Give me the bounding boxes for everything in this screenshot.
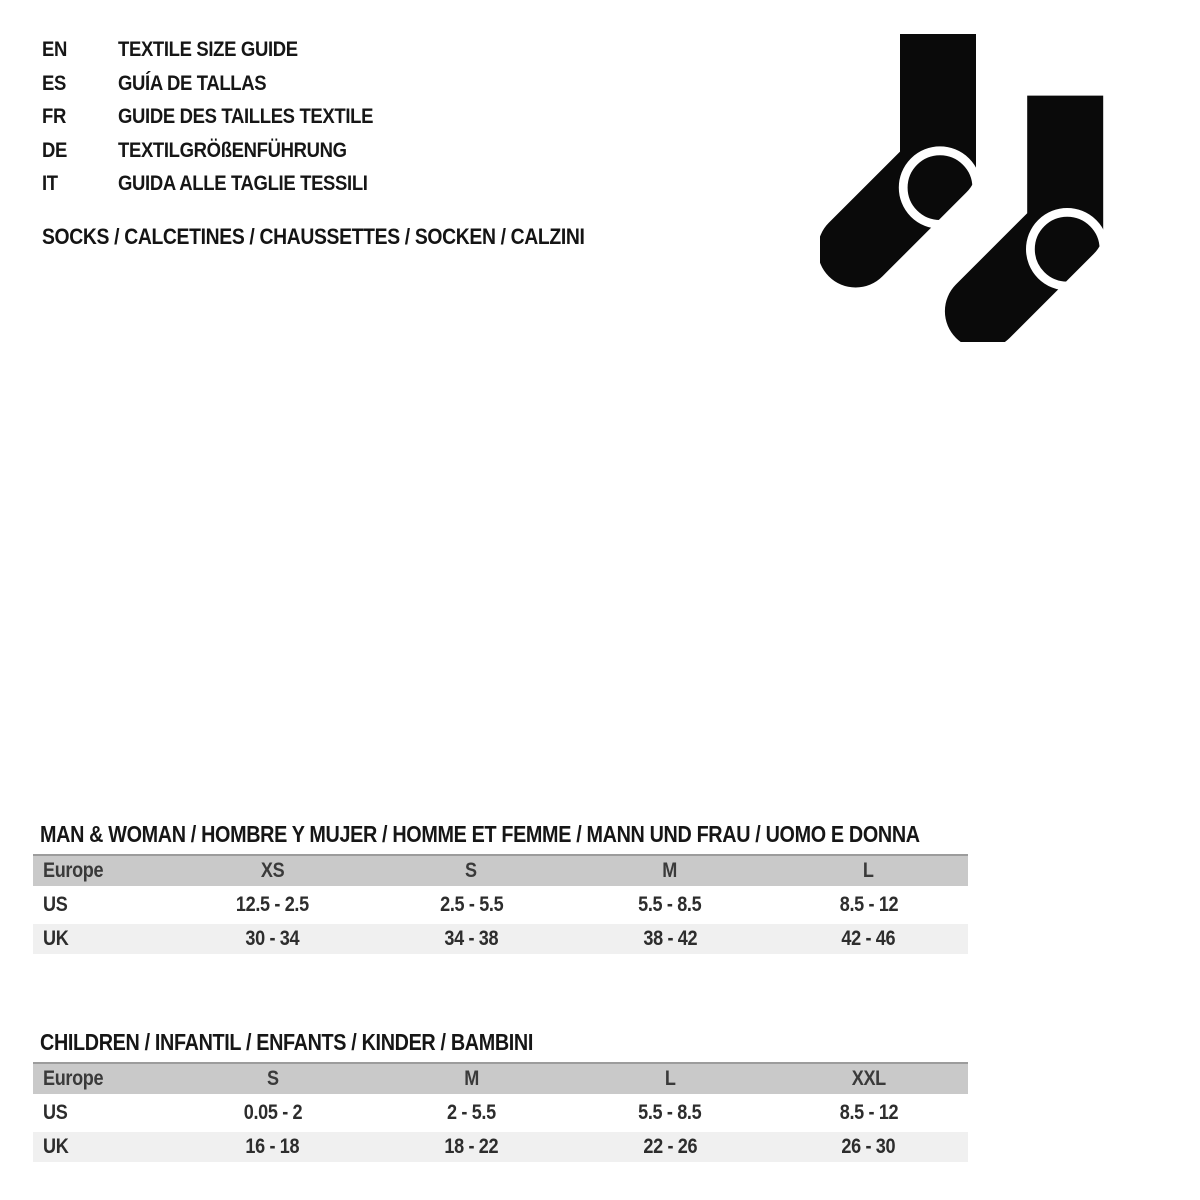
row-label: UK bbox=[43, 1135, 69, 1158]
table-header-cell: S bbox=[266, 1067, 279, 1090]
language-code: EN bbox=[42, 37, 68, 62]
section-title-children: CHILDREN / INFANTIL / ENFANTS / KINDER / BAMBINI bbox=[40, 1029, 534, 1055]
table-cell: 0.05 - 2 bbox=[243, 1101, 302, 1124]
size-table-children bbox=[33, 1062, 968, 1166]
table-cell: 42 - 46 bbox=[841, 927, 896, 950]
language-row-de bbox=[42, 134, 415, 168]
table-row-us bbox=[33, 890, 968, 920]
table-header-cell: S bbox=[465, 859, 478, 882]
table-header-row bbox=[33, 1062, 968, 1094]
row-label: US bbox=[43, 893, 68, 916]
table-cell: 12.5 - 2.5 bbox=[236, 893, 310, 916]
table-cell: 38 - 42 bbox=[643, 927, 697, 950]
language-list bbox=[42, 33, 415, 201]
table-row-us bbox=[33, 1098, 968, 1128]
table-cell: 5.5 - 8.5 bbox=[638, 1101, 702, 1124]
language-code: FR bbox=[42, 104, 66, 129]
table-cell: 8.5 - 12 bbox=[839, 893, 898, 916]
table-cell: 18 - 22 bbox=[444, 1135, 499, 1158]
table-cell: 30 - 34 bbox=[245, 927, 300, 950]
table-cell: 26 - 30 bbox=[841, 1135, 896, 1158]
language-label: TEXTILE SIZE GUIDE bbox=[118, 37, 298, 62]
table-row-uk bbox=[33, 924, 968, 954]
product-line-title: SOCKS / CALCETINES / CHAUSSETTES / SOCKEN / CALZINI bbox=[42, 224, 585, 249]
table-header-cell: M bbox=[662, 859, 678, 882]
language-label: GUÍA DE TALLAS bbox=[118, 70, 267, 95]
language-label: TEXTILGRÖßENFÜHRUNG bbox=[118, 137, 347, 162]
language-code: DE bbox=[42, 137, 68, 162]
table-header-cell: M bbox=[463, 1067, 479, 1090]
table-cell: 2.5 - 5.5 bbox=[439, 893, 503, 916]
language-row-es bbox=[42, 67, 415, 101]
row-label: US bbox=[43, 1101, 68, 1124]
size-table-adult bbox=[33, 854, 968, 958]
table-cell: 22 - 26 bbox=[643, 1135, 697, 1158]
table-header-cell: L bbox=[863, 859, 875, 882]
table-header-row bbox=[33, 854, 968, 886]
row-label: UK bbox=[43, 927, 69, 950]
table-header-cell: XXL bbox=[851, 1067, 886, 1090]
socks-icon bbox=[820, 34, 1112, 342]
language-label: GUIDE DES TAILLES TEXTILE bbox=[118, 104, 374, 129]
table-cell: 16 - 18 bbox=[245, 1135, 300, 1158]
table-header-cell: L bbox=[664, 1067, 676, 1090]
table-cell: 2 - 5.5 bbox=[446, 1101, 496, 1124]
table-row-uk bbox=[33, 1132, 968, 1162]
table-header-cell: Europe bbox=[43, 859, 104, 882]
table-header-cell: Europe bbox=[43, 1067, 104, 1090]
language-code: ES bbox=[42, 70, 66, 95]
section-title-adult: MAN & WOMAN / HOMBRE Y MUJER / HOMME ET FEMME / MANN UND FRAU / UOMO E DONNA bbox=[40, 821, 920, 847]
language-code: IT bbox=[42, 171, 58, 196]
table-cell: 5.5 - 8.5 bbox=[638, 893, 702, 916]
table-header-cell: XS bbox=[260, 859, 285, 882]
table-cell: 34 - 38 bbox=[444, 927, 499, 950]
language-row-fr bbox=[42, 100, 415, 134]
language-row-it bbox=[42, 167, 415, 201]
language-label: GUIDA ALLE TAGLIE TESSILI bbox=[118, 171, 368, 196]
language-row-en bbox=[42, 33, 415, 67]
table-cell: 8.5 - 12 bbox=[839, 1101, 898, 1124]
